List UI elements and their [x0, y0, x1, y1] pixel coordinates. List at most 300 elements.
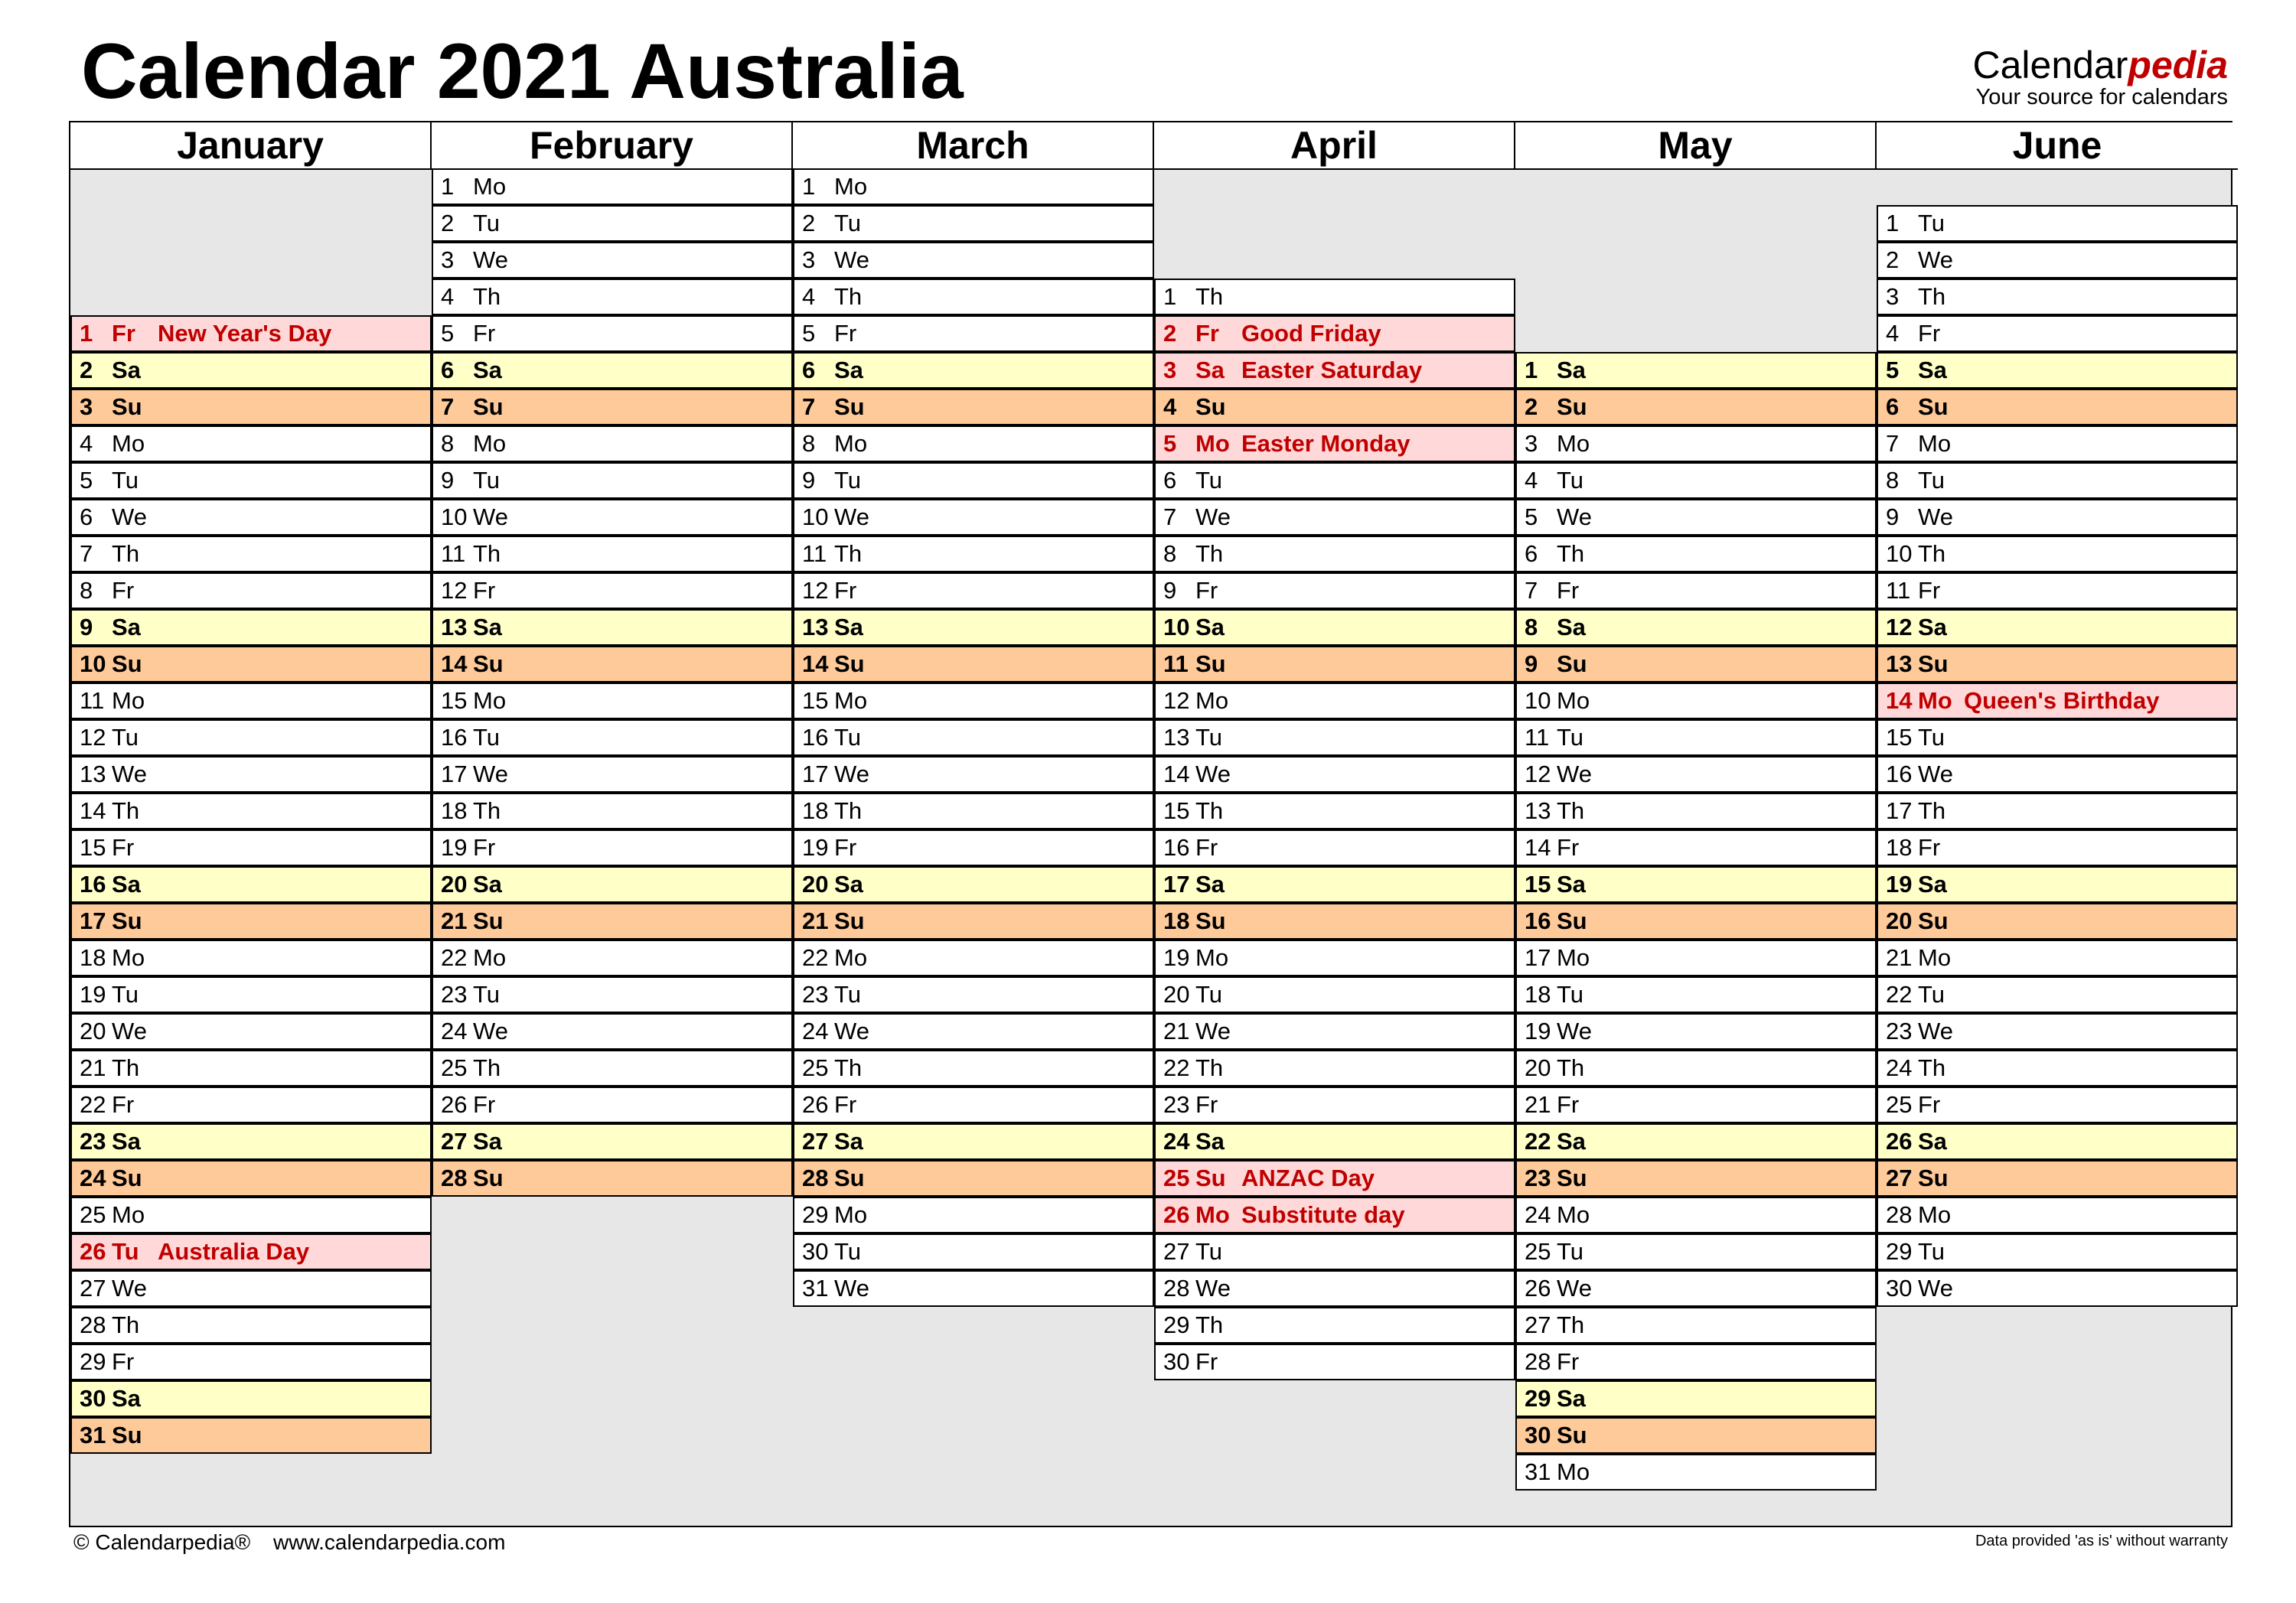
weekday: Th: [834, 283, 863, 310]
weekday: Fr: [834, 834, 857, 861]
day-row: [1154, 940, 1515, 976]
day-number: 31: [802, 1275, 829, 1302]
day-row: [1154, 903, 1515, 940]
day-number: 23: [802, 981, 829, 1008]
weekday: Su: [1918, 650, 1949, 677]
day-number: 29: [1163, 1311, 1190, 1338]
holiday-row: [1877, 683, 2238, 719]
weekday: Mo: [834, 687, 868, 714]
weekday: Mo: [473, 430, 507, 457]
day-number: 28: [80, 1311, 106, 1338]
weekday: We: [112, 1275, 147, 1302]
day-row: [432, 719, 793, 756]
day-number: 16: [80, 871, 106, 898]
day-number: 2: [1886, 246, 1900, 273]
weekday: Fr: [1195, 577, 1218, 604]
day-row: [1877, 1160, 2238, 1197]
weekday: Th: [112, 797, 140, 824]
weekday: We: [1918, 1018, 1953, 1044]
day-number: 5: [80, 467, 93, 494]
day-row: [1877, 572, 2238, 609]
weekday: Tu: [1918, 210, 1945, 236]
day-number: 1: [1525, 357, 1538, 383]
day-number: 30: [1525, 1422, 1551, 1448]
weekday: Sa: [112, 871, 141, 898]
weekday: Sa: [1557, 614, 1586, 640]
weekday: Fr: [112, 834, 135, 861]
day-row: [1154, 866, 1515, 903]
day-row: [1515, 1197, 1877, 1233]
day-row: [1877, 389, 2238, 425]
weekday: Mo: [1195, 687, 1229, 714]
day-number: 15: [802, 687, 829, 714]
day-row: [432, 205, 793, 242]
day-number: 8: [1886, 467, 1900, 494]
day-number: 19: [1886, 871, 1913, 898]
holiday-name: ANZAC Day: [1241, 1165, 1375, 1191]
day-number: 17: [802, 761, 829, 787]
day-number: 10: [1886, 540, 1913, 567]
day-number: 24: [1886, 1054, 1913, 1081]
day-row: [1877, 793, 2238, 829]
day-number: 11: [1525, 724, 1550, 751]
weekday: Mo: [112, 944, 145, 971]
day-number: 10: [80, 650, 106, 677]
weekday: Mo: [834, 1201, 868, 1228]
day-row: [793, 829, 1154, 866]
day-number: 29: [80, 1348, 106, 1375]
day-row: [1154, 1270, 1515, 1307]
day-number: 1: [1886, 210, 1900, 236]
holiday-name: Australia Day: [158, 1238, 310, 1265]
day-number: 6: [441, 357, 455, 383]
day-number: 8: [1525, 614, 1538, 640]
day-number: 4: [802, 283, 816, 310]
weekday: Th: [834, 1054, 863, 1081]
day-number: 21: [1163, 1018, 1190, 1044]
day-row: [1877, 976, 2238, 1013]
weekday: Tu: [1195, 1238, 1223, 1265]
day-number: 17: [80, 907, 106, 934]
day-row: [432, 903, 793, 940]
weekday: Mo: [1918, 430, 1952, 457]
day-number: 31: [80, 1422, 106, 1448]
weekday: Mo: [834, 944, 868, 971]
day-row: [1877, 462, 2238, 499]
day-number: 5: [802, 320, 816, 347]
day-row: [432, 940, 793, 976]
day-row: [793, 242, 1154, 279]
day-row: [1515, 1013, 1877, 1050]
day-number: 17: [1525, 944, 1551, 971]
holiday-row: [70, 1233, 432, 1270]
day-number: 3: [1163, 357, 1177, 383]
weekday: Tu: [1195, 467, 1223, 494]
day-row: [70, 756, 432, 793]
day-number: 28: [1163, 1275, 1190, 1302]
weekday: Fr: [1195, 834, 1218, 861]
day-row: [793, 903, 1154, 940]
day-row: [793, 168, 1154, 205]
day-row: [1154, 1087, 1515, 1123]
holiday-row: [1154, 425, 1515, 462]
day-row: [70, 536, 432, 572]
day-row: [1154, 756, 1515, 793]
day-number: 25: [441, 1054, 468, 1081]
weekday: Fr: [473, 834, 496, 861]
day-row: [432, 829, 793, 866]
day-number: 5: [1886, 357, 1900, 383]
weekday: Tu: [834, 1238, 862, 1265]
day-number: 1: [80, 320, 93, 347]
weekday: Sa: [834, 357, 863, 383]
day-row: [1877, 903, 2238, 940]
day-row: [432, 866, 793, 903]
day-row: [70, 1160, 432, 1197]
day-row: [1154, 683, 1515, 719]
day-row: [1154, 499, 1515, 536]
day-row: [70, 1380, 432, 1417]
day-number: 7: [802, 393, 816, 420]
weekday: Tu: [1918, 1238, 1945, 1265]
day-number: 11: [1886, 577, 1911, 604]
day-number: 8: [1163, 540, 1177, 567]
weekday: Th: [473, 797, 501, 824]
weekday: Fr: [1195, 1091, 1218, 1118]
day-number: 26: [80, 1238, 106, 1265]
day-number: 23: [1886, 1018, 1913, 1044]
day-row: [1877, 829, 2238, 866]
day-number: 18: [802, 797, 829, 824]
day-row: [1877, 499, 2238, 536]
day-row: [70, 1344, 432, 1380]
weekday: Mo: [1195, 430, 1230, 457]
weekday: Fr: [1918, 834, 1941, 861]
day-number: 2: [1525, 393, 1538, 420]
day-row: [70, 793, 432, 829]
weekday: Sa: [473, 614, 502, 640]
day-row: [1515, 609, 1877, 646]
day-number: 2: [80, 357, 93, 383]
day-row: [793, 315, 1154, 352]
day-number: 27: [441, 1128, 468, 1155]
day-row: [1515, 646, 1877, 683]
day-row: [1515, 866, 1877, 903]
day-number: 27: [802, 1128, 829, 1155]
day-row: [1877, 242, 2238, 279]
weekday: Fr: [834, 1091, 857, 1118]
weekday: Su: [1195, 650, 1226, 677]
day-number: 4: [80, 430, 93, 457]
day-number: 25: [1163, 1165, 1190, 1191]
weekday: Su: [112, 1165, 142, 1191]
day-row: [1515, 1270, 1877, 1307]
holiday-row: [1154, 1197, 1515, 1233]
day-number: 24: [1525, 1201, 1551, 1228]
day-number: 30: [802, 1238, 829, 1265]
day-row: [1877, 1087, 2238, 1123]
weekday: We: [1195, 761, 1231, 787]
weekday: Fr: [112, 1091, 135, 1118]
brand-name: [1973, 46, 2229, 84]
day-row: [793, 1050, 1154, 1087]
brand-name-plain: Calendar: [1972, 44, 2128, 86]
day-row: [1515, 389, 1877, 425]
weekday: We: [1195, 1018, 1231, 1044]
footer-url-link[interactable]: www.calendarpedia.com: [272, 1530, 506, 1554]
day-number: 8: [80, 577, 93, 604]
weekday: Th: [1557, 797, 1585, 824]
day-row: [793, 1270, 1154, 1307]
weekday: Su: [1195, 393, 1226, 420]
day-row: [432, 646, 793, 683]
weekday: Th: [1557, 1311, 1585, 1338]
day-number: 24: [1163, 1128, 1190, 1155]
weekday: Mo: [1918, 687, 1952, 714]
day-number: 6: [1163, 467, 1177, 494]
day-row: [1154, 976, 1515, 1013]
day-number: 8: [441, 430, 455, 457]
weekday: Sa: [1195, 614, 1225, 640]
weekday: Su: [1557, 1422, 1587, 1448]
weekday: Fr: [1195, 1348, 1218, 1375]
day-number: 26: [441, 1091, 468, 1118]
day-number: 20: [80, 1018, 106, 1044]
weekday: Mo: [112, 1201, 145, 1228]
day-row: [1515, 793, 1877, 829]
day-row: [70, 1270, 432, 1307]
weekday: Sa: [834, 1128, 863, 1155]
weekday: Su: [834, 1165, 865, 1191]
weekday: Tu: [834, 981, 862, 1008]
day-row: [1515, 462, 1877, 499]
day-row: [70, 646, 432, 683]
day-row: [793, 719, 1154, 756]
day-row: [1515, 940, 1877, 976]
weekday: Fr: [112, 320, 135, 347]
day-number: 9: [1886, 503, 1900, 530]
day-number: 22: [441, 944, 468, 971]
day-number: 9: [441, 467, 455, 494]
day-row: [793, 389, 1154, 425]
day-row: [70, 1050, 432, 1087]
day-row: [793, 572, 1154, 609]
weekday: Mo: [112, 687, 145, 714]
day-row: [70, 1013, 432, 1050]
weekday: Sa: [1918, 871, 1947, 898]
day-row: [793, 756, 1154, 793]
day-number: 29: [802, 1201, 829, 1228]
day-row: [70, 609, 432, 646]
day-row: [1877, 536, 2238, 572]
day-number: 3: [1886, 283, 1900, 310]
day-number: 26: [1525, 1275, 1551, 1302]
day-row: [432, 389, 793, 425]
day-row: [1515, 536, 1877, 572]
day-number: 22: [1525, 1128, 1551, 1155]
day-row: [1515, 1050, 1877, 1087]
weekday: We: [473, 503, 508, 530]
day-number: 9: [1163, 577, 1177, 604]
day-number: 11: [441, 540, 466, 567]
weekday: Tu: [1557, 724, 1584, 751]
day-number: 30: [1886, 1275, 1913, 1302]
day-row: [70, 976, 432, 1013]
day-number: 19: [802, 834, 829, 861]
weekday: Fr: [473, 1091, 496, 1118]
day-number: 8: [802, 430, 816, 457]
weekday: Su: [834, 393, 865, 420]
weekday: We: [112, 761, 147, 787]
day-row: [1154, 1123, 1515, 1160]
day-number: 14: [80, 797, 106, 824]
weekday: Su: [1918, 393, 1949, 420]
day-number: 31: [1525, 1458, 1551, 1485]
weekday: Sa: [1195, 871, 1225, 898]
weekday: We: [1918, 761, 1953, 787]
weekday: Fr: [834, 577, 857, 604]
weekday: Tu: [112, 1238, 139, 1265]
day-number: 9: [1525, 650, 1538, 677]
day-row: [70, 1307, 432, 1344]
day-number: 6: [80, 503, 93, 530]
weekday: Tu: [1557, 1238, 1584, 1265]
day-row: [1154, 829, 1515, 866]
day-row: [1515, 1344, 1877, 1380]
day-number: 18: [441, 797, 468, 824]
day-row: [432, 1013, 793, 1050]
day-number: 5: [1163, 430, 1177, 457]
month-header: June: [1877, 122, 2238, 170]
day-number: 14: [802, 650, 829, 677]
day-number: 2: [1163, 320, 1177, 347]
day-row: [1877, 1197, 2238, 1233]
weekday: Su: [473, 1165, 504, 1191]
holiday-name: New Year's Day: [158, 320, 332, 347]
day-number: 11: [802, 540, 827, 567]
weekday: Mo: [1195, 1201, 1230, 1228]
day-number: 3: [1525, 430, 1538, 457]
weekday: Sa: [1557, 357, 1586, 383]
weekday: Mo: [1918, 1201, 1952, 1228]
day-row: [432, 1160, 793, 1197]
weekday: Su: [112, 907, 142, 934]
day-number: 27: [1163, 1238, 1190, 1265]
brand-logo[interactable]: [1973, 46, 2229, 109]
day-number: 10: [1525, 687, 1551, 714]
weekday: Th: [112, 1311, 140, 1338]
holiday-row: [70, 315, 432, 352]
brand-tagline: Your source for calendars: [1975, 85, 2228, 109]
weekday: Tu: [473, 210, 501, 236]
weekday: Tu: [1557, 467, 1584, 494]
day-row: [1154, 536, 1515, 572]
day-number: 3: [80, 393, 93, 420]
day-row: [70, 866, 432, 903]
weekday: Th: [112, 540, 140, 567]
day-number: 20: [802, 871, 829, 898]
weekday: Th: [473, 1054, 501, 1081]
page-title: Calendar 2021 Australia: [81, 28, 964, 115]
day-row: [1515, 1307, 1877, 1344]
day-row: [1515, 499, 1877, 536]
day-number: 20: [1525, 1054, 1551, 1081]
weekday: Tu: [1918, 724, 1945, 751]
day-number: 23: [80, 1128, 106, 1155]
weekday: We: [1557, 1275, 1592, 1302]
day-row: [70, 462, 432, 499]
day-number: 6: [802, 357, 816, 383]
day-number: 21: [802, 907, 829, 934]
weekday: We: [834, 1018, 869, 1044]
day-number: 13: [1886, 650, 1913, 677]
weekday: Mo: [1557, 944, 1590, 971]
day-row: [1515, 1417, 1877, 1454]
day-number: 15: [1886, 724, 1913, 751]
day-row: [793, 976, 1154, 1013]
weekday: Tu: [834, 724, 862, 751]
day-row: [432, 536, 793, 572]
day-number: 22: [80, 1091, 106, 1118]
day-row: [432, 1123, 793, 1160]
day-row: [432, 609, 793, 646]
day-row: [793, 536, 1154, 572]
day-row: [793, 352, 1154, 389]
weekday: Su: [473, 393, 504, 420]
day-number: 21: [441, 907, 468, 934]
day-number: 15: [1163, 797, 1190, 824]
weekday: Fr: [834, 320, 857, 347]
day-row: [793, 609, 1154, 646]
weekday: Mo: [112, 430, 145, 457]
day-number: 6: [1525, 540, 1538, 567]
weekday: Mo: [1557, 430, 1590, 457]
day-row: [1154, 793, 1515, 829]
day-number: 21: [80, 1054, 106, 1081]
weekday: Tu: [473, 981, 501, 1008]
day-number: 25: [1525, 1238, 1551, 1265]
day-row: [70, 1197, 432, 1233]
day-row: [70, 1087, 432, 1123]
holiday-name: Queen's Birthday: [1964, 687, 2160, 714]
day-number: 26: [1163, 1201, 1190, 1228]
day-number: 13: [441, 614, 468, 640]
day-number: 25: [80, 1201, 106, 1228]
weekday: Tu: [1195, 981, 1223, 1008]
weekday: Th: [1918, 1054, 1946, 1081]
day-number: 2: [441, 210, 455, 236]
day-number: 16: [1525, 907, 1551, 934]
day-number: 1: [1163, 283, 1177, 310]
weekday: Th: [1557, 1054, 1585, 1081]
month-header: March: [793, 122, 1154, 170]
weekday: Th: [473, 283, 501, 310]
holiday-row: [1154, 315, 1515, 352]
day-number: 3: [802, 246, 816, 273]
day-number: 10: [802, 503, 829, 530]
day-number: 23: [1525, 1165, 1551, 1191]
day-row: [793, 1233, 1154, 1270]
weekday: Sa: [834, 871, 863, 898]
weekday: Su: [1195, 1165, 1226, 1191]
weekday: Mo: [1557, 1201, 1590, 1228]
day-row: [1877, 1123, 2238, 1160]
weekday: Su: [112, 650, 142, 677]
day-number: 9: [802, 467, 816, 494]
day-row: [793, 1013, 1154, 1050]
day-row: [70, 903, 432, 940]
weekday: Fr: [1918, 577, 1941, 604]
